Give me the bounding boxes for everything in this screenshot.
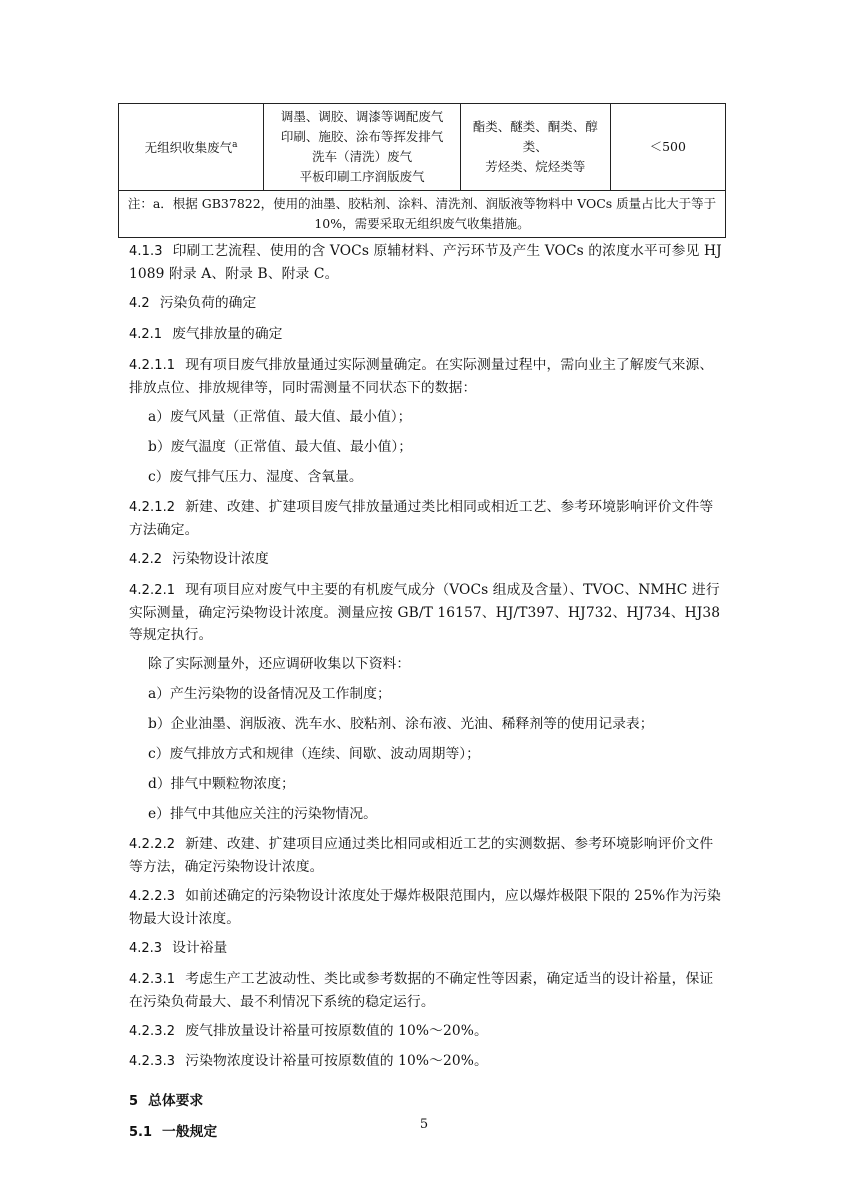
clause-number: 4.2.1.2 <box>129 500 176 515</box>
list-item: d）排气中颗粒物浓度； <box>148 776 295 792</box>
section-heading <box>129 323 723 346</box>
clause-text: 现有项目应对废气中主要的有机废气成分（VOCs 组成及含量）、TVOC、NMHC 进行实际测量，确定污染物设计浓度。测量应按 GB/T 16157、HJ/T397、HJ732、HJ734、HJ38 等规定执行。 <box>129 582 721 643</box>
clause-number: 4.2.2.3 <box>129 889 176 904</box>
clause-text: 一般规定 <box>162 1124 218 1140</box>
source-line: 调墨、调胶、调漆等调配废气 <box>280 109 444 124</box>
clause-text: 污染物浓度设计裕量可按原数值的 10%～20%。 <box>185 1053 488 1069</box>
pollutant-line: 酯类、醚类、酮类、醇类、 <box>472 119 598 154</box>
clause-number: 4.2.2.1 <box>129 583 176 598</box>
list-item: e）排气中其他应关注的污染物情况。 <box>148 806 377 822</box>
spacer <box>129 1080 723 1090</box>
emission-table <box>118 103 726 238</box>
list-item: b）废气温度（正常值、最大值、最小值）； <box>148 439 413 455</box>
clause-number: 4.2.1.1 <box>129 358 176 373</box>
source-line: 印刷、施胶、涂布等挥发排气 <box>280 129 444 144</box>
clause-paragraph <box>129 833 723 878</box>
clause-text: 印刷工艺流程、使用的含 VOCs 原辅材料、产污环节及产生 VOCs 的浓度水平可参见 HJ 1089 附录 A、附录 B、附录 C。 <box>129 243 722 282</box>
clause-number: 4.2.3.1 <box>129 972 176 987</box>
row-label: 无组织收集废气 <box>144 140 233 156</box>
document-body <box>129 240 723 1152</box>
clause-paragraph <box>129 579 723 646</box>
clause-text: 如前述确定的污染物设计浓度处于爆炸极限范围内，应以爆炸极限下限的 25%作为污染物最大设计浓度。 <box>129 888 721 927</box>
clause-paragraph <box>129 240 723 285</box>
clause-number: 4.2.3 <box>129 941 163 956</box>
pollutants-cell <box>461 104 611 191</box>
clause-number: 5 <box>129 1094 139 1109</box>
clause-text: 设计裕量 <box>172 940 228 956</box>
clause-paragraph <box>129 496 723 541</box>
clause-text: 新建、改建、扩建项目废气排放量通过类比相同或相近工艺、参考环境影响评价文件等方法确定。 <box>129 499 714 538</box>
section-heading <box>129 937 723 960</box>
pollutant-line: 芳烃类、烷烃类等 <box>485 159 586 174</box>
table-note: 注：a．根据 GB37822，使用的油墨、胶粘剂、涂料、清洗剂、润版液等物料中 VOCs 质量占比大于等于 10%，需要采取无组织废气收集措施。 <box>119 191 726 238</box>
clause-text: 废气排放量的确定 <box>172 326 283 342</box>
clause-number: 4.2.3.3 <box>129 1054 176 1069</box>
clause-text: 废气排放量设计裕量可按原数值的 10%～20%。 <box>185 1023 488 1039</box>
clause-paragraph <box>129 885 723 930</box>
clause-number: 4.2.2.2 <box>129 837 176 852</box>
clause-number: 5.1 <box>129 1125 153 1140</box>
clause-text: 污染物设计浓度 <box>172 551 269 567</box>
concentration-cell: ＜500 <box>610 104 725 191</box>
source-line: 洗车（清洗）废气 <box>312 149 413 164</box>
list-item: c）废气排气压力、湿度、含氧量。 <box>148 469 363 485</box>
list-item: a）废气风量（正常值、最大值、最小值）； <box>148 409 412 425</box>
clause-paragraph <box>129 1020 723 1043</box>
clause-paragraph <box>129 1050 723 1073</box>
list-item: 除了实际测量外，还应调研收集以下资料： <box>148 656 411 672</box>
section-heading <box>129 292 723 315</box>
source-line: 平板印刷工序润版废气 <box>299 169 425 184</box>
clause-number: 4.2.2 <box>129 552 163 567</box>
list-item: b）企业油墨、润版液、洗车水、胶粘剂、涂布液、光油、稀释剂等的使用记录表； <box>148 716 654 732</box>
row-label-cell <box>119 104 264 191</box>
row-label-superscript: a <box>232 140 238 151</box>
clause-number: 4.1.3 <box>129 244 163 259</box>
page-number: 5 <box>419 1117 429 1132</box>
clause-text: 总体要求 <box>148 1093 204 1109</box>
sources-cell <box>264 104 461 191</box>
clause-text: 考虑生产工艺波动性、类比或参考数据的不确定性等因素，确定适当的设计裕量，保证在污染负荷最大、最不利情况下系统的稳定运行。 <box>129 971 714 1010</box>
list-item: c）废气排放方式和规律（连续、间歇、波动周期等）； <box>148 746 480 762</box>
clause-text: 污染负荷的确定 <box>159 295 257 311</box>
table-row <box>119 104 726 191</box>
section-heading <box>129 548 723 571</box>
clause-paragraph <box>129 354 723 399</box>
table-note-row <box>119 191 726 238</box>
clause-text: 现有项目废气排放量通过实际测量确定。在实际测量过程中，需向业主了解废气来源、排放点位、排放规律等，同时需测量不同状态下的数据： <box>129 357 714 396</box>
list-item: a）产生污染物的设备情况及工作制度； <box>148 686 391 702</box>
clause-number: 4.2.3.2 <box>129 1024 176 1039</box>
clause-number: 4.2.1 <box>129 327 163 342</box>
section-heading <box>129 1090 723 1113</box>
clause-number: 4.2 <box>129 296 150 311</box>
clause-text: 新建、改建、扩建项目应通过类比相同或相近工艺的实测数据、参考环境影响评价文件等方法，确定污染物设计浓度。 <box>129 836 714 875</box>
clause-paragraph <box>129 968 723 1013</box>
